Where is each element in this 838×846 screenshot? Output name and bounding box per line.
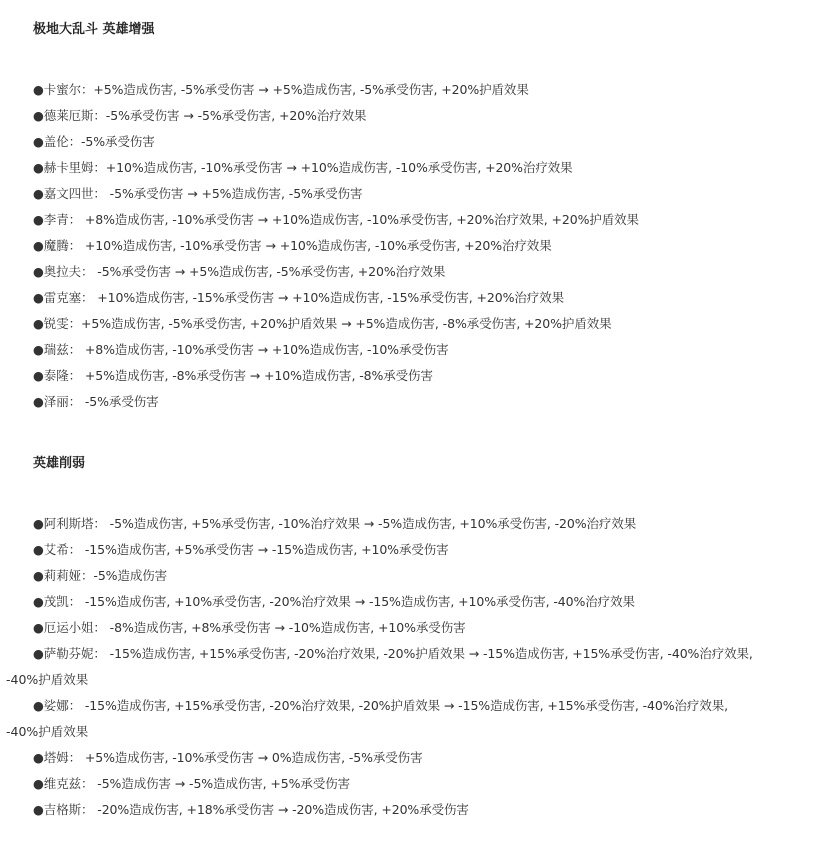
nerf-item-velkoz: ●维克兹： -5%造成伤害 → -5%造成伤害, +5%承受伤害: [33, 776, 351, 791]
nerf-item-seraphine: ●萨勒芬妮： -15%造成伤害, +15%承受伤害, -20%治疗效果, -20%护盾效果 → -15%造成伤害, +15%承受伤害, -40%治疗效果,: [33, 646, 753, 661]
buff-item-jarvan: ●嘉文四世： -5%承受伤害 → +5%造成伤害, -5%承受伤害: [33, 186, 363, 201]
buff-item-leesin: ●李青： +8%造成伤害, -10%承受伤害 → +10%造成伤害, -10%承受伤害, +20%治疗效果, +20%护盾效果: [33, 212, 639, 227]
nerf-item-ashe: ●艾希： -15%造成伤害, +5%承受伤害 → -15%造成伤害, +10%承受伤害: [33, 542, 449, 557]
nerf-item-seraphine-cont: -40%护盾效果: [6, 672, 89, 687]
nerf-item-sona: ●娑娜： -15%造成伤害, +15%承受伤害, -20%治疗效果, -20%护盾效果 → -15%造成伤害, +15%承受伤害, -40%治疗效果,: [33, 698, 728, 713]
buff-item-garen: ●盖伦：-5%承受伤害: [33, 134, 155, 149]
nerf-item-maokai: ●茂凯： -15%造成伤害, +10%承受伤害, -20%治疗效果 → -15%造成伤害, +10%承受伤害, -40%治疗效果: [33, 594, 635, 609]
buff-item-olaf: ●奥拉夫： -5%承受伤害 → +5%造成伤害, -5%承受伤害, +20%治疗效果: [33, 264, 446, 279]
nerf-section-title: 英雄削弱: [33, 456, 86, 471]
buff-item-mordekaiser: ●魔腾： +10%造成伤害, -10%承受伤害 → +10%造成伤害, -10%承受伤害, +20%治疗效果: [33, 238, 552, 253]
nerf-item-tahmkench: ●塔姆： +5%造成伤害, -10%承受伤害 → 0%造成伤害, -5%承受伤害: [33, 750, 423, 765]
buff-item-darius: ●德莱厄斯：-5%承受伤害 → -5%承受伤害, +20%治疗效果: [33, 108, 367, 123]
buff-item-talon: ●泰隆： +5%造成伤害, -8%承受伤害 → +10%造成伤害, -8%承受伤害: [33, 368, 433, 383]
buff-section-title: 极地大乱斗 英雄增强: [33, 22, 155, 37]
buff-item-camille: ●卡蜜尔：+5%造成伤害, -5%承受伤害 → +5%造成伤害, -5%承受伤害, +20%护盾效果: [33, 82, 529, 97]
nerf-item-lillia: ●莉莉娅：-5%造成伤害: [33, 568, 168, 583]
nerf-item-ziggs: ●吉格斯： -20%造成伤害, +18%承受伤害 → -20%造成伤害, +20%承受伤害: [33, 802, 469, 817]
buff-item-ryze: ●瑞兹： +8%造成伤害, -10%承受伤害 → +10%造成伤害, -10%承受伤害: [33, 342, 449, 357]
nerf-item-missfortune: ●厄运小姐： -8%造成伤害, +8%承受伤害 → -10%造成伤害, +10%承受伤害: [33, 620, 466, 635]
buff-item-reksai: ●雷克塞： +10%造成伤害, -15%承受伤害 → +10%造成伤害, -15%承受伤害, +20%治疗效果: [33, 290, 565, 305]
nerf-item-sona-cont: -40%护盾效果: [6, 724, 89, 739]
buff-item-zeri: ●泽丽： -5%承受伤害: [33, 394, 159, 409]
buff-item-hecarim: ●赫卡里姆：+10%造成伤害, -10%承受伤害 → +10%造成伤害, -10%承受伤害, +20%治疗效果: [33, 160, 573, 175]
buff-item-riven: ●锐雯：+5%造成伤害, -5%承受伤害, +20%护盾效果 → +5%造成伤害, -8%承受伤害, +20%护盾效果: [33, 316, 612, 331]
nerf-item-alistar: ●阿利斯塔： -5%造成伤害, +5%承受伤害, -10%治疗效果 → -5%造成伤害, +10%承受伤害, -20%治疗效果: [33, 516, 637, 531]
